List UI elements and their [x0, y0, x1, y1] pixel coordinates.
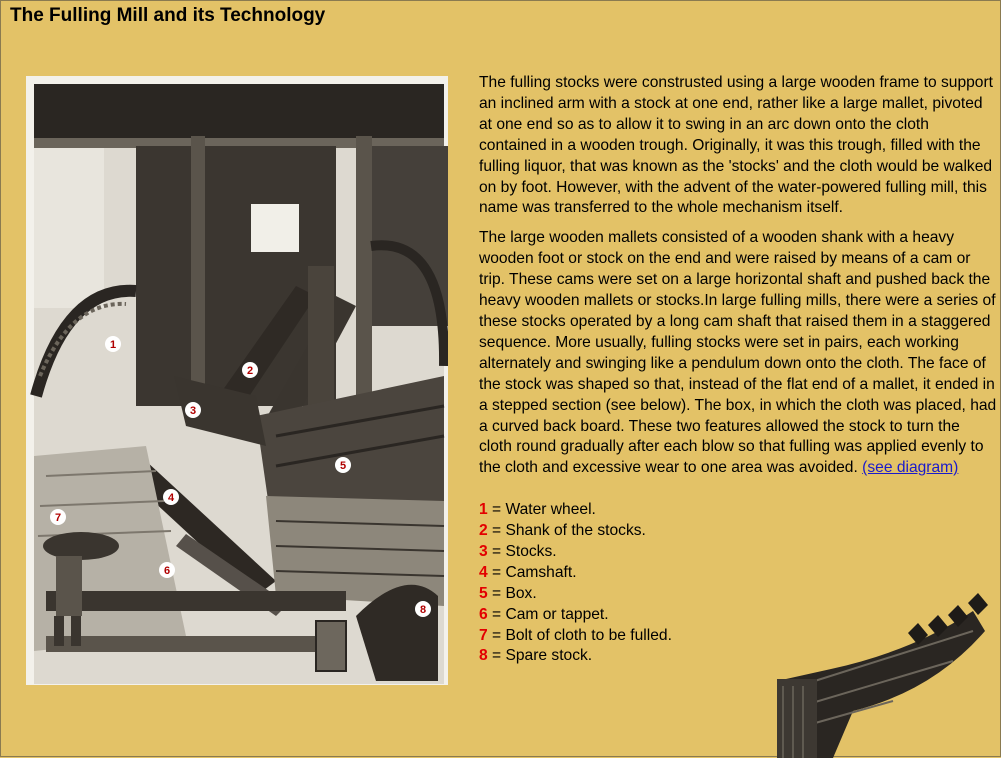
page-title: The Fulling Mill and its Technology: [10, 5, 326, 26]
callout-1: 1: [109, 339, 117, 351]
legend-number: 8: [479, 647, 488, 665]
callout-8: 8: [419, 604, 427, 616]
legend-number: 6: [479, 605, 488, 623]
legend-text: = Stocks.: [487, 543, 557, 560]
legend-item: [479, 542, 997, 563]
legend-number: 7: [479, 626, 488, 644]
paragraph-stocks-construction: The fulling stocks were construsted using a large wooden frame to support an inclined arm with a stock at one end, rather like a large mallet, pivoted at one end so as to allow it to swing in an arc down onto the cloth contained in a wooden trough. Originally, it was this trough, filled with the fulling liquor, that was known as the 'stocks' and the cloth would be walked on by foot. However, with the advent of the water-powered fulling mill, this name was transferred to the whole mechanism itself.: [479, 74, 993, 217]
stock-face-illustration: [773, 591, 999, 758]
legend-number: 4: [479, 563, 488, 581]
legend-text: = Cam or tappet.: [487, 605, 609, 623]
legend-text: = Water wheel.: [487, 501, 596, 519]
legend-number: 2: [479, 522, 488, 540]
see-diagram-link[interactable]: (see diagram): [862, 459, 959, 477]
callout-3: 3: [189, 405, 197, 417]
legend-text: = Bolt of cloth to be fulled.: [487, 626, 672, 644]
fulling-mill-illustration: [26, 76, 448, 685]
legend-text: = Spare stock.: [487, 647, 593, 665]
legend-number: 5: [479, 584, 488, 602]
legend-item: [479, 521, 997, 542]
article-text: [479, 73, 997, 667]
legend-number: 3: [479, 543, 488, 560]
paragraph-mallets-text: The large wooden mallets consisted of a wooden shank with a heavy wooden foot or stock on the end and were raised by means of a cam or trip. These cams were set on a large horizontal shaft and pushed back the heavy wooden mallets or stocks.In large fulling mills, there were a series of these stocks operated by a long cam shaft that raised them in a staggered sequence. More usually, fulling stocks were set in pairs, each working alternately and swinging like a pendulum down onto the cloth. The face of the stock was shaped so that, instead of the flat end of a mallet, it ended in a stepped section (see below). The box, in which the cloth was placed, had a curved back board. These two features allowed the stock to turn the cloth round gradually after each blow so that fulling was applied evenly to the cloth and excessive wear to one area was avoided.: [479, 229, 997, 477]
legend-item: [479, 563, 997, 584]
callout-4: 4: [167, 492, 175, 504]
legend-text: = Box.: [487, 584, 537, 602]
legend-text: = Camshaft.: [487, 563, 577, 581]
paragraph-mallets: [479, 228, 997, 479]
legend-text: = Shank of the stocks.: [487, 522, 646, 540]
callout-7: 7: [54, 512, 62, 524]
callout-5: 5: [339, 460, 347, 472]
legend-number: 1: [479, 501, 488, 519]
callout-2: 2: [246, 365, 254, 377]
legend-item: [479, 500, 997, 521]
callout-6: 6: [163, 565, 171, 577]
